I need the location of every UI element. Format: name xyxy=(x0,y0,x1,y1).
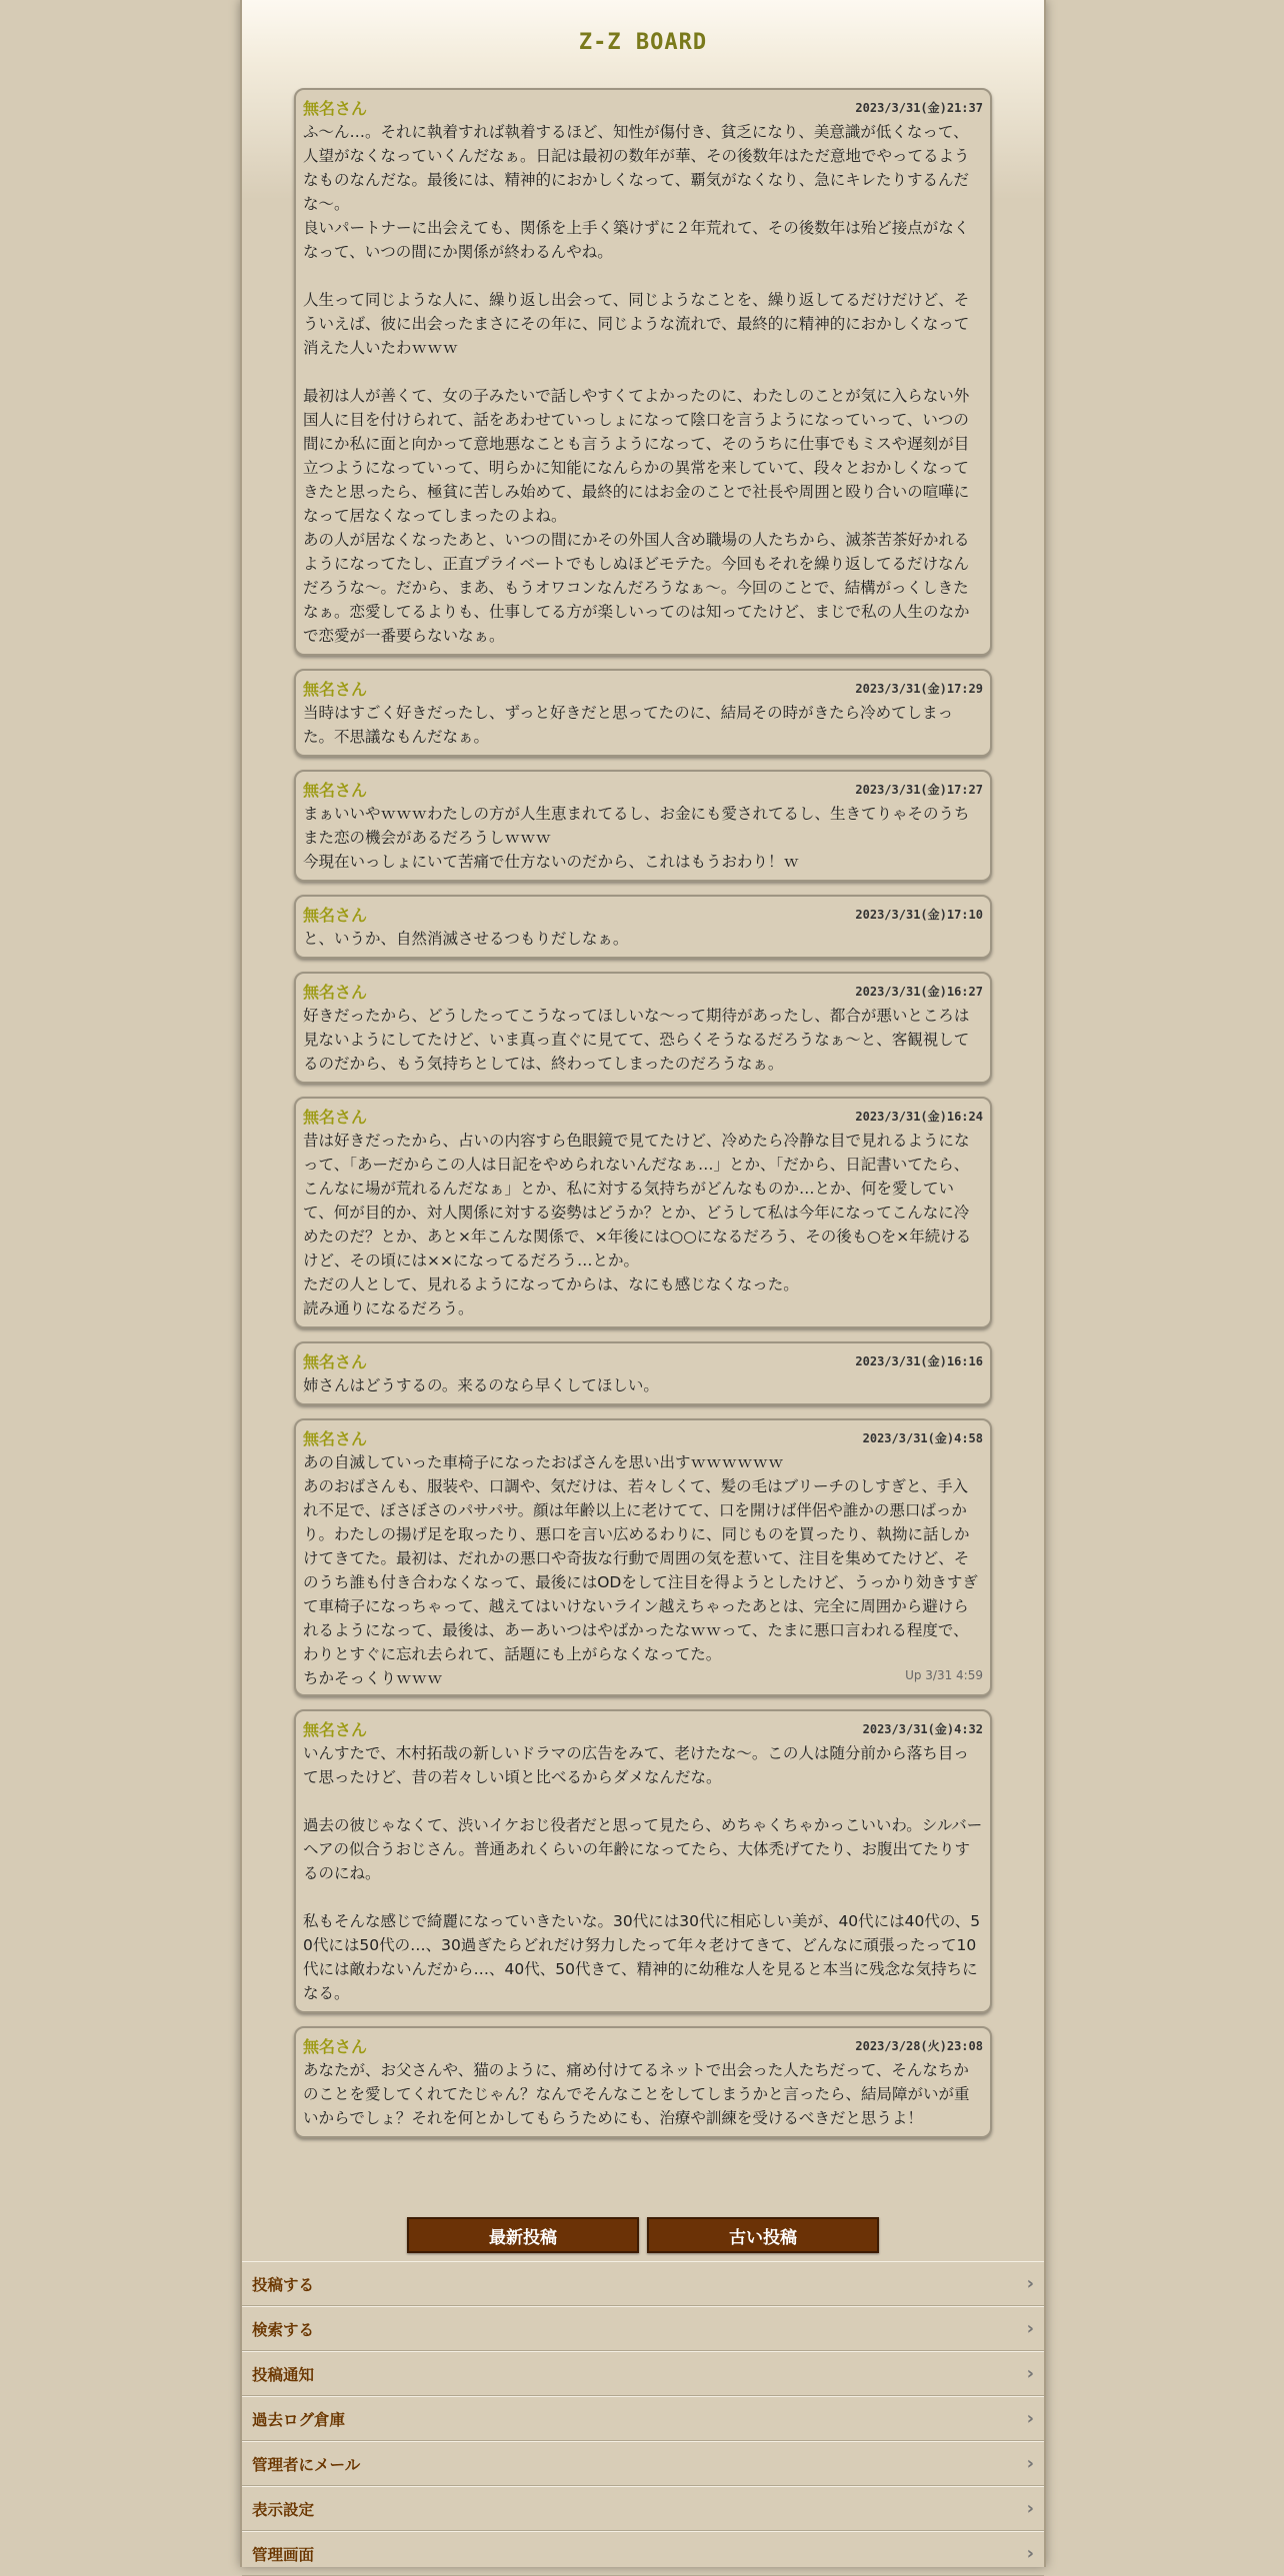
post-date: 2023/3/31(金)4:32 xyxy=(862,1721,983,1736)
post-4 xyxy=(294,895,992,959)
post-author[interactable]: 無名さん xyxy=(303,905,368,925)
post-author[interactable]: 無名さん xyxy=(303,780,368,800)
post-date: 2023/3/31(金)17:10 xyxy=(855,907,983,922)
menu-item-post[interactable] xyxy=(242,2261,1044,2306)
post-date: 2023/3/31(金)16:27 xyxy=(855,984,983,999)
menu-item-archive[interactable] xyxy=(242,2396,1044,2441)
menu-item-label: 管理者にメール xyxy=(252,2455,361,2474)
menu-item-admin[interactable] xyxy=(242,2531,1044,2576)
menu-item-label: 過去ログ倉庫 xyxy=(252,2410,346,2429)
post-body: と、いうか、自然消滅させるつもりだしなぁ。 xyxy=(303,930,629,948)
post-8 xyxy=(294,1418,992,1696)
post-author[interactable]: 無名さん xyxy=(303,1107,368,1127)
post-body: 昔は好きだったから、占いの内容すら色眼鏡で見てたけど、冷めたら冷静な目で見れるようになって、「あーだからこの人は日記をやめられないんだなぁ…」とか、「だから、日記書いてたら、こんなに場が荒れるんだなぁ」とか、私に対する気持ちがどんなものか…とか、何を愛していて、何が目的か、対人関係に対する姿勢はどうか？とか、どうして私は今年になってこんなに冷めたのだ？とか、あと×年こんな関係で、×年後には○○になるだろう、その後も○を×年続けるけど、その頃には××になってるだろう…とか。 ただの人として、見れるようになってからは、なにも感じなくなった。 読み通りになるだろう。 xyxy=(303,1132,972,1317)
post-author[interactable]: 無名さん xyxy=(303,679,368,699)
chevron-right-icon: › xyxy=(1026,2543,1034,2564)
post-9 xyxy=(294,1709,992,2013)
pagination xyxy=(242,2217,1044,2253)
board-page xyxy=(240,0,1046,2567)
post-body: あなたが、お父さんや、猫のように、痛め付けてるネットで出会った人たちだって、そんなちかのことを愛してくれてたじゃん？なんでそんなことをしてしまうかと言ったら、結局障がいが重いからでしょ？それを何とかしてもらうためにも、治療や訓練を受けるべきだと思うよ！ xyxy=(303,2061,970,2127)
menu-item-label: 投稿通知 xyxy=(252,2365,315,2384)
menu-item-search[interactable] xyxy=(242,2306,1044,2351)
menu-item-display-settings[interactable] xyxy=(242,2486,1044,2531)
post-body: ふ～ん…。それに執着すれば執着するほど、知性が傷付き、貧乏になり、美意識が低くなって、人望がなくなっていくんだなぁ。日記は最初の数年が華、その後数年はただ意地でやってるようなものなんだな。最後には、精神的におかしくなって、覇気がなくなり、急にキレたりするんだな～。 良いパートナーに出会えても、関係を上手く築けずに２年荒れて、その後数年は殆ど接点がなくなって、いつの間にか関係が終わるんやね。 人生って同じような人に、繰り返し出会って、同じようなことを、繰り返してるだけだけど、そういえば、彼に出会ったまさにその年に、同じような流れで、最終的に精神的におかしくなって消えた人いたわｗｗｗ 最初は人が善くて、女の子みたいで話しやすくてよかったのに、わたしのことが気に入らない外国人に目を付けられて、話をあわせていっしょになって陰口を言うようになっていって、いつの間にか私に面と向かって意地悪なことも言うようになって、そのうちに仕事でもミスや遅刻が目立つようになっていって、明らかに知能になんらかの異常を来していて、段々とおかしくなってきたと思ったら、極貧に苦しみ始めて、最終的にはお金のことで社長や周囲と殴り合いの喧嘩になって居なくなってしまったのよね。 あの人が居なくなったあと、いつの間にかその外国人含め職場の人たちから、滅茶苦茶好かれるようになってたし、正直プライベートでもしぬほどモテた。今回もそれを繰り返してるだけなんだろうな～。だから、まあ、もうオワコンなんだろうなぁ～。今回のことで、結構がっくしきたなぁ。恋愛してるよりも、仕事してる方が楽しいってのは知ってたけど、まじで私の人生のなかで恋愛が一番要らないなぁ。 xyxy=(303,123,970,645)
post-author[interactable]: 無名さん xyxy=(303,1351,368,1371)
post-author[interactable]: 無名さん xyxy=(303,982,368,1002)
post-list xyxy=(294,88,992,2151)
post-body: 当時はすごく好きだったし、ずっと好きだと思ってたのに、結局その時がきたら冷めてしまった。不思議なもんだなぁ。 xyxy=(303,704,954,746)
menu-item-label: 管理画面 xyxy=(252,2545,315,2564)
post-date: 2023/3/31(金)16:16 xyxy=(855,1353,983,1368)
chevron-right-icon: › xyxy=(1026,2273,1034,2294)
post-5 xyxy=(294,972,992,1084)
newer-posts-button[interactable]: 最新投稿 xyxy=(407,2217,639,2253)
post-author[interactable]: 無名さん xyxy=(303,98,368,118)
chevron-right-icon: › xyxy=(1026,2318,1034,2339)
post-6 xyxy=(294,1097,992,1328)
menu-item-mail-admin[interactable] xyxy=(242,2441,1044,2486)
post-2 xyxy=(294,669,992,757)
post-updated-note: Up 3/31 4:59 xyxy=(905,1668,983,1682)
menu-item-label: 表示設定 xyxy=(252,2500,315,2519)
post-date: 2023/3/31(金)21:37 xyxy=(855,100,983,115)
post-body: まぁいいやｗｗｗわたしの方が人生恵まれてるし、お金にも愛されてるし、生きてりゃそのうちまた恋の機会があるだろうしｗｗｗ 今現在いっしょにいて苦痛で仕方ないのだから、これはもうおわり！ｗ xyxy=(303,805,970,871)
chevron-right-icon: › xyxy=(1026,2453,1034,2474)
post-1 xyxy=(294,88,992,656)
menu-item-label: 検索する xyxy=(252,2320,315,2339)
chevron-right-icon: › xyxy=(1026,2363,1034,2384)
post-date: 2023/3/31(金)17:29 xyxy=(855,681,983,696)
post-date: 2023/3/31(金)17:27 xyxy=(855,782,983,797)
menu-item-label: 投稿する xyxy=(252,2275,315,2294)
post-3 xyxy=(294,770,992,882)
post-7 xyxy=(294,1341,992,1405)
post-date: 2023/3/28(火)23:08 xyxy=(855,2038,983,2053)
board-title: Z-Z BOARD xyxy=(578,30,708,55)
post-body: 姉さんはどうするの。来るのなら早くしてほしい。 xyxy=(303,1376,659,1394)
post-body: あの自滅していった車椅子になったおばさんを思い出すｗｗｗｗｗｗ あのおばさんも、服装や、口調や、気だけは、若々しくて、髪の毛はブリーチのしすぎと、手入れ不足で、ぼさぼさのパサパサ。顔は年齢以上に老けてて、口を開けば伴侶や誰かの悪口ばっかり。わたしの揚げ足を取ったり、悪口を言い広めるわりに、同じものを買ったり、執拗に話しかけてきてた。最初は、だれかの悪口や奇抜な行動で周囲の気を惹いて、注目を集めてたけど、そのうち誰も付き合わなくなって、最後にはODをして注目を得ようとしたけど、うっかり効きすぎて車椅子になっちゃって、越えてはいけないライン越えちゃったあとは、完全に周囲から避けられるようになって、最後は、あーあいつはやばかったなｗｗって、たまに悪口言われる程度で、わりとすぐに忘れ去られて、話題にも上がらなくなってた。 ちかそっくりｗｗｗ xyxy=(303,1453,978,1687)
older-posts-button[interactable]: 古い投稿 xyxy=(647,2217,879,2253)
menu-item-notify[interactable] xyxy=(242,2351,1044,2396)
post-body: 好きだったから、どうしたってこうなってほしいな～って期待があったし、都合が悪いところは見ないようにしてたけど、いま真っ直ぐに見てて、恐らくそうなるだろうなぁ～と、客観視してるのだから、もう気持ちとしては、終わってしまったのだろうなぁ。 xyxy=(303,1007,970,1073)
bottom-menu xyxy=(242,2261,1044,2576)
post-author[interactable]: 無名さん xyxy=(303,1428,368,1448)
post-date: 2023/3/31(金)4:58 xyxy=(862,1430,983,1445)
post-author[interactable]: 無名さん xyxy=(303,2036,368,2056)
chevron-right-icon: › xyxy=(1026,2408,1034,2429)
post-author[interactable]: 無名さん xyxy=(303,1719,368,1739)
post-10 xyxy=(294,2026,992,2138)
chevron-right-icon: › xyxy=(1026,2498,1034,2519)
post-date: 2023/3/31(金)16:24 xyxy=(855,1109,983,1124)
post-body: いんすたで、木村拓哉の新しいドラマの広告をみて、老けたな～。この人は随分前から落ち目って思ったけど、昔の若々しい頃と比べるからダメなんだな。 過去の彼じゃなくて、渋いイケおじ役者だと思って見たら、めちゃくちゃかっこいいわ。シルバーヘアの似合うおじさん。普通あれくらいの年齢になってたら、大体禿げてたり、お腹出てたりするのにね。 私もそんな感じで綺麗になっていきたいな。30代には30代に相応しい美が、40代には40代の、50代には50代の…、30過ぎたらどれだけ努力したって年々老けてきて、どんなに頑張ったって10代には敵わないんだから…、40代、50代きて、精神的に幼稚な人を見ると本当に残念な気持ちになる。 xyxy=(303,1744,983,2002)
